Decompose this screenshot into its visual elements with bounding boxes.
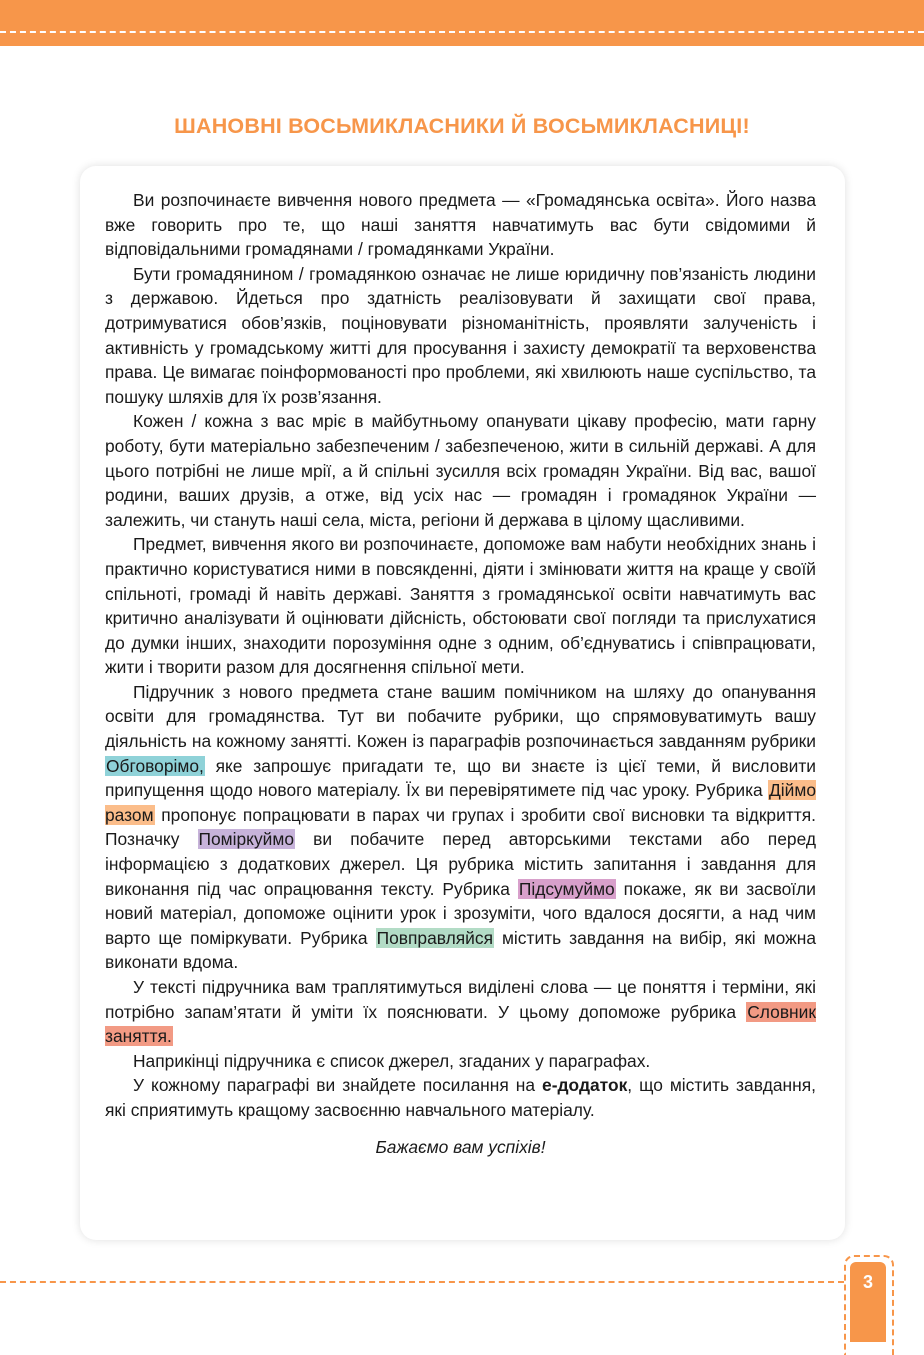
header-dashed-line bbox=[0, 31, 924, 33]
rubric-discuss-label: Обговорімо, bbox=[106, 755, 204, 776]
paragraph-7: Наприкінці підручника є список джерел, згаданих у параграфах. bbox=[133, 1050, 651, 1071]
paragraph-6 bbox=[105, 975, 816, 1049]
page-title: ШАНОВНІ ВОСЬМИКЛАСНИКИ Й ВОСЬМИКЛАСНИЦІ! bbox=[174, 114, 750, 138]
paragraph-4: Предмет, вивчення якого ви розпочинаєте, допоможе вам набути необхідних знань і практично користуватися ними в повсякденні, діяти і змінювати життя на краще у своїй спільноті, громаді й навіть державі. Заняття з громадянської освіти навчатимуть вас критично аналізувати й оцінювати дійсність, обстоювати свої погляди та прислухатися до думки інших, знаходити порозуміння одне з одним, об’єднуватись і співпрацювати, жити і творити разом для досягнення спільної мети. bbox=[105, 534, 816, 678]
footer-dashed-line bbox=[0, 1281, 844, 1283]
paragraph-5-text-2: яке запрошує пригадати те, що ви знаєте із цієї теми, й висловити припущення щодо нового матеріалу. Їх ви перевірятимете під час уроку. Рубрика bbox=[105, 755, 816, 801]
rubric-think-label: Поміркуймо bbox=[198, 829, 295, 850]
paragraph-2: Бути громадянином / громадянкою означає не лише юридичну пов’язаність людини з державою. Йдеться про здатність реалізовувати й захищати свої права, дотримуватися обов’язків, поціновувати різноманітність, проявляти залученість і активність у громадському житті для просування і захисту демократії та верховенства права. Це вимагає поінформованості про проблеми, які хвилюють наше суспільство, та пошуку шляхів для їх розв’язання. bbox=[105, 263, 816, 407]
paragraph-8-text-2: , що містить завдання, які сприятимуть кращому засвоєнню навчального матеріалу. bbox=[105, 1075, 817, 1120]
rubric-act-together-label: Діймо разом bbox=[105, 780, 816, 825]
closing-wish: Бажаємо вам успіхів! bbox=[375, 1136, 546, 1157]
rubric-glossary-label: Словник заняття. bbox=[105, 1001, 816, 1047]
paragraph-1: Ви розпочинаєте вивчення нового предмета — «Громадянська освіта». Його назва вже говорить про те, що наші заняття навчатимуть вас бути свідомими й відповідальними громадянами / громадянками України. bbox=[105, 190, 816, 260]
paragraph-5-text-4: ви побачите перед авторськими текстами або перед інформацією з додаткових джерел. Ця рубрика містить запитання і завдання для виконання під час опрацювання тексту. Рубрика bbox=[105, 829, 817, 899]
paragraph-8-text-1: У кожному параграфі ви знайдете посилання на bbox=[133, 1075, 543, 1096]
paragraph-3: Кожен / кожна з вас мріє в майбутньому опанувати цікаву професію, мати гарну роботу, бути матеріально забезпеченим / забезпеченою, жити в сильній державі. А для цього потрібні не лише мрії, а й спільні зусилля всіх громадян України. Від вас, вашої родини, ваших друзів, а отже, від усіх нас — громадян і громадянок України — залежить, чи стануть наші села, міста, регіони й держава в цілому щасливими. bbox=[105, 411, 816, 530]
paragraph-5-text-3: пропонує попрацювати в парах чи групах і зробити свої висновки та відкриття. Позначку bbox=[105, 804, 816, 850]
page-number: 3 bbox=[862, 1272, 873, 1292]
paragraph-5-text-5: покаже, як ви засвоїли новий матеріал, допоможе оцінити урок і зрозуміти, чого вдалося досягти, а над чим варто ще поміркувати. Рубрика bbox=[105, 878, 816, 948]
paragraph-8 bbox=[105, 1073, 816, 1122]
paragraph-5 bbox=[105, 680, 816, 975]
rubric-summarize-label: Підсумуймо bbox=[518, 878, 615, 899]
header-band bbox=[0, 0, 924, 46]
intro-text bbox=[105, 188, 816, 1159]
e-supplement-term: е-додаток bbox=[542, 1075, 628, 1096]
rubric-practice-label: Повправляйся bbox=[376, 927, 493, 948]
paragraph-5-text-1: Підручник з нового предмета стане вашим помічником на шляху до опанування освіти для громадянства. Тут ви побачите рубрики, що спрямовуватимуть вашу діяльність на кожному занятті. Кожен із параграфів розпочинається завданням рубрики bbox=[105, 681, 816, 752]
paragraph-6-text-1: У тексті підручника вам траплятимуться виділені слова — це поняття і терміни, які потрібно запам’ятати й уміти їх пояснювати. У цьому допоможе рубрика bbox=[105, 977, 816, 1022]
paragraph-5-text-6: містить завдання на вибір, які можна виконати вдома. bbox=[105, 927, 816, 973]
